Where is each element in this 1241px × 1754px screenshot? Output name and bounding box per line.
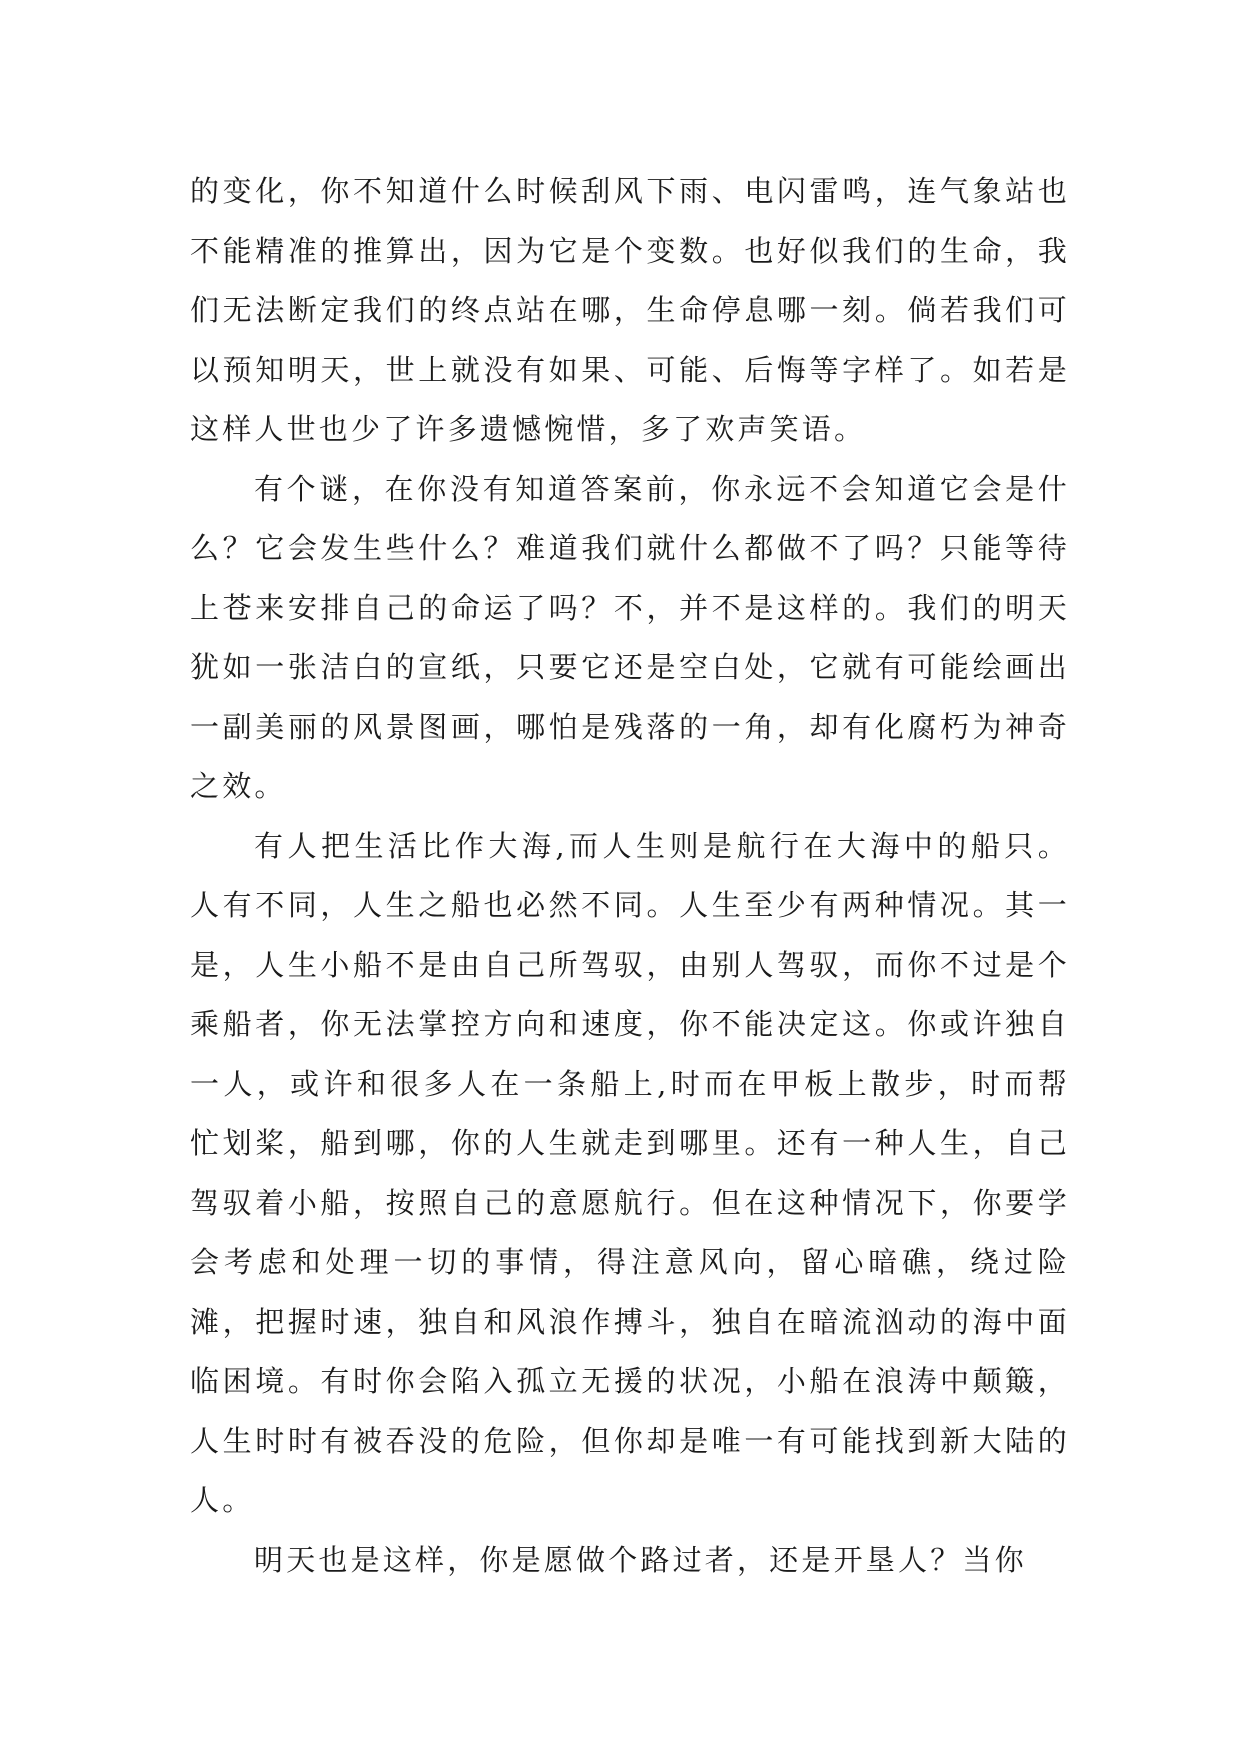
paragraph-tomorrow: 明天也是这样，你是愿做个路过者，还是开垦人？当你	[254, 1542, 1027, 1577]
paragraph-riddle: 有个谜，在你没有知道答案前，你永远不会知道它会是什么？它会发生些什么？难道我们就什么都做不了吗？只能等待上苍来安排自己的命运了吗？不，并不是这样的。我们的明天犹如一张洁白的宣纸，只要它还是空白处，它就有可能绘画出一副美丽的风景图画，哪怕是残落的一角，却有化腐朽为神奇之效。	[190, 471, 1070, 803]
document-body	[190, 162, 1070, 1590]
paragraph-sea-voyage: 有人把生活比作大海,而人生则是航行在大海中的船只。人有不同，人生之船也必然不同。人生至少有两种情况。其一是，人生小船不是由自己所驾驭，由别人驾驭，而你不过是个乘船者，你无法掌控方向和速度，你不能决定这。你或许独自一人，或许和很多人在一条船上,时而在甲板上散步，时而帮忙划桨，船到哪，你的人生就走到哪里。还有一种人生，自己驾驭着小船，按照自己的意愿航行。但在这种情况下，你要学会考虑和处理一切的事情，得注意风向，留心暗礁，绕过险滩，把握时速，独自和风浪作搏斗，独自在暗流汹动的海中面临困境。有时你会陷入孤立无援的状况，小船在浪涛中颠簸，人生时时有被吞没的危险，但你却是唯一有可能找到新大陆的人。	[190, 828, 1070, 1517]
paragraph-continuation: 的变化，你不知道什么时候刮风下雨、电闪雷鸣，连气象站也不能精准的推算出，因为它是个变数。也好似我们的生命，我们无法断定我们的终点站在哪，生命停息哪一刻。倘若我们可以预知明天，世上就没有如果、可能、后悔等字样了。如若是这样人世也少了许多遗憾惋惜，多了欢声笑语。	[190, 174, 1070, 446]
